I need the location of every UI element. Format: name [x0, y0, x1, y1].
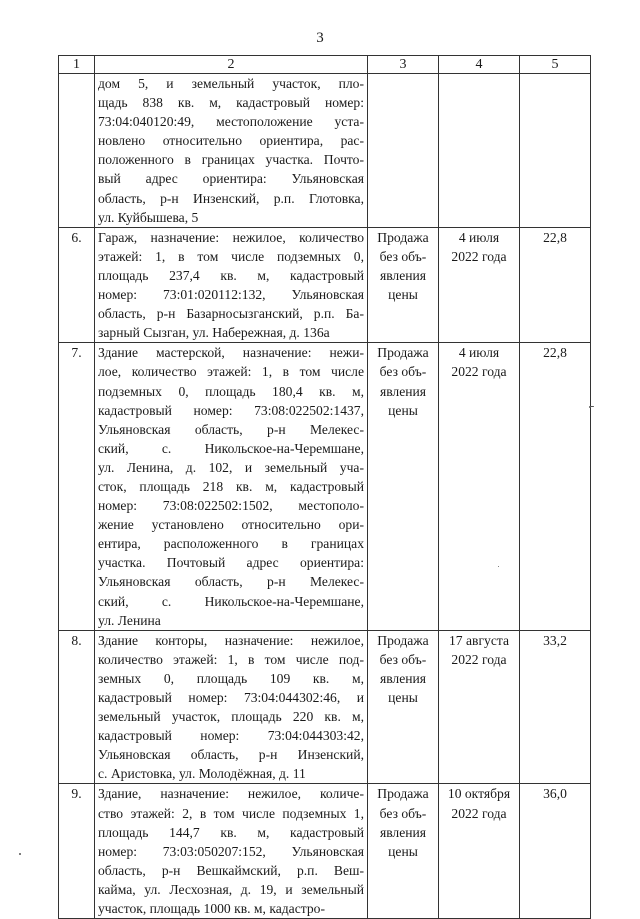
price-cell — [520, 74, 591, 228]
price-cell: 22,8 — [520, 343, 591, 630]
header-cell-number: 1 — [59, 56, 95, 74]
cell-text-line: количество этажей: 1, в том числе под- — [98, 651, 364, 667]
sale-date-cell — [439, 630, 520, 784]
price-cell: 22,8 — [520, 227, 591, 343]
cell-text-line: 73:04:040120:49, местоположение уста- — [98, 114, 364, 130]
cell-text-line: явления — [379, 267, 427, 283]
cell-text-line: Гараж, назначение: нежилое, количество — [98, 229, 364, 245]
cell-text-line: кадастровый номер: 73:08:022502:1437, — [98, 402, 364, 418]
header-cell-method: 3 — [368, 56, 439, 74]
cell-text-line: без объ- — [379, 248, 427, 264]
cell-text-line: без объ- — [379, 805, 427, 821]
table-header-row — [59, 56, 591, 74]
cell-text-line: явления — [379, 383, 427, 399]
cell-text-line: Ульяновская область, р-н Мелекес- — [98, 574, 364, 590]
cell-text-line: зарный Сызган, ул. Набережная, д. 136а — [98, 325, 330, 341]
cell-text-line: земных 0, площадь 109 кв. м, — [98, 670, 364, 686]
row-number-cell: 6. — [59, 227, 95, 343]
cell-text-line: без объ- — [379, 651, 427, 667]
header-cell-description: 2 — [95, 56, 368, 74]
cell-text-line: этажей: 1, в том числе подземных 0, — [98, 248, 364, 264]
cell-text-line: земельный участок, площадь 220 кв. м, — [98, 709, 364, 725]
cell-text-line: с. Аристовка, ул. Молодёжная, д. 11 — [98, 766, 306, 782]
scan-speck — [498, 566, 499, 567]
cell-text-line: область, р-н Базарносызганский, р.п. Ба- — [98, 306, 364, 322]
cell-text-line: цены — [388, 402, 418, 418]
cell-text-line: 2022 года — [451, 805, 507, 821]
cell-text-line: Продажа — [377, 345, 429, 361]
sale-method-cell — [368, 784, 439, 919]
cell-text-line: область, р-н Инзенский, р.п. Глотовка, — [98, 190, 364, 206]
cell-text-line: без объ- — [379, 364, 427, 380]
cell-text-line: ский, с. Никольское-на-Черемшане, — [98, 593, 364, 609]
cell-text-line: щадь 838 кв. м, кадастровый номер: — [98, 95, 364, 111]
cell-text-line: цены — [388, 843, 418, 859]
row-number-cell: 7. — [59, 343, 95, 630]
cell-text-line: 2022 года — [451, 364, 507, 380]
cell-text-line: явления — [379, 670, 427, 686]
cell-text-line: Здание мастерской, назначение: нежи- — [98, 345, 364, 361]
cell-text-line: Ульяновская область, р-н Мелекес- — [98, 421, 364, 437]
scan-speck — [19, 853, 21, 855]
cell-text-line: 2022 года — [451, 248, 507, 264]
cell-text-line: 4 июля — [458, 229, 500, 245]
cell-text-line: ство этажей: 2, в том числе подземных 1, — [98, 805, 364, 821]
cell-text-line: номер: 73:08:022502:1502, местополо- — [98, 498, 364, 514]
cell-text-line: площадь 237,4 кв. м, кадастровый — [98, 267, 364, 283]
cell-text-line: кадастровый номер: 73:04:044302:46, и — [98, 690, 364, 705]
cell-text-line: Здание конторы, назначение: нежилое, — [98, 632, 364, 648]
scan-speck — [590, 406, 594, 407]
table-row — [59, 630, 591, 784]
cell-text-line: номер: 73:01:020112:132, Ульяновская — [98, 287, 364, 303]
sale-method-cell — [368, 74, 439, 228]
table-row — [59, 343, 591, 630]
cell-text-line: 10 октября — [447, 786, 511, 802]
cell-text-line: Ульяновская область, р-н Инзенский, — [98, 747, 364, 763]
sale-date-cell — [439, 74, 520, 228]
cell-text-line: Продажа — [377, 786, 429, 802]
cell-text-line: явления — [379, 824, 427, 840]
table-row — [59, 784, 591, 919]
cell-text-line: лое, количество этажей: 1, в том числе — [98, 364, 364, 380]
sale-method-cell — [368, 227, 439, 343]
description-cell — [95, 74, 368, 228]
header-cell-price: 5 — [520, 56, 591, 74]
description-cell — [95, 784, 368, 919]
cell-text-line: 4 июля — [458, 345, 500, 361]
cell-text-line: новлено относительно ориентира, рас- — [98, 133, 364, 149]
property-sale-table — [58, 55, 591, 919]
cell-text-line: ский, с. Никольское-на-Черемшане, — [98, 440, 364, 456]
description-cell — [95, 630, 368, 784]
description-cell — [95, 343, 368, 630]
row-number-cell — [59, 74, 95, 228]
sale-date-cell — [439, 227, 520, 343]
cell-text-line: номер: 73:03:050207:152, Ульяновская — [98, 843, 364, 859]
cell-text-line: кадастровый номер: 73:04:044303:42, — [98, 728, 364, 744]
cell-text-line: площадь 144,7 кв. м, кадастровый — [98, 824, 364, 840]
cell-text-line: Продажа — [377, 632, 429, 648]
header-cell-date: 4 — [439, 56, 520, 74]
description-cell — [95, 227, 368, 343]
cell-text-line: подземных 0, площадь 180,4 кв. м, — [98, 383, 364, 399]
cell-text-line: область, р-н Вешкаймский, р.п. Веш- — [98, 862, 364, 878]
cell-text-line: 17 августа — [449, 632, 509, 648]
cell-text-line: дом 5, и земельный участок, пло- — [98, 76, 364, 91]
cell-text-line: ул. Ленина — [98, 612, 161, 628]
table-row — [59, 227, 591, 343]
price-cell: 33,2 — [520, 630, 591, 784]
row-number-cell: 8. — [59, 630, 95, 784]
cell-text-line: ул. Куйбышева, 5 — [98, 209, 199, 225]
cell-text-line: ул. Ленина, д. 102, и земельный уча- — [98, 459, 364, 475]
sale-date-cell — [439, 343, 520, 630]
cell-text-line: 2022 года — [451, 651, 507, 667]
sale-method-cell — [368, 630, 439, 784]
sale-date-cell — [439, 784, 520, 919]
cell-text-line: вый адрес ориентира: Ульяновская — [98, 171, 364, 187]
page-number: 3 — [316, 30, 324, 46]
price-cell: 36,0 — [520, 784, 591, 919]
cell-text-line: жение установлено относительно ори- — [98, 517, 364, 533]
cell-text-line: Продажа — [377, 229, 429, 245]
cell-text-line: участок, площадь 1000 кв. м, кадастро- — [98, 901, 325, 917]
cell-text-line: сток, площадь 218 кв. м, кадастровый — [98, 478, 364, 494]
sale-method-cell — [368, 343, 439, 630]
cell-text-line: кайма, ул. Лесхозная, д. 19, и земельный — [98, 881, 364, 897]
cell-text-line: ентира, расположенного в границах — [98, 536, 364, 552]
cell-text-line: цены — [388, 287, 418, 303]
cell-text-line: положенного в границах участка. Почто- — [98, 152, 364, 168]
row-number-cell: 9. — [59, 784, 95, 919]
cell-text-line: участка. Почтовый адрес ориентира: — [98, 555, 364, 571]
table-row — [59, 74, 591, 228]
cell-text-line: цены — [388, 690, 418, 705]
cell-text-line: Здание, назначение: нежилое, количе- — [98, 786, 364, 802]
